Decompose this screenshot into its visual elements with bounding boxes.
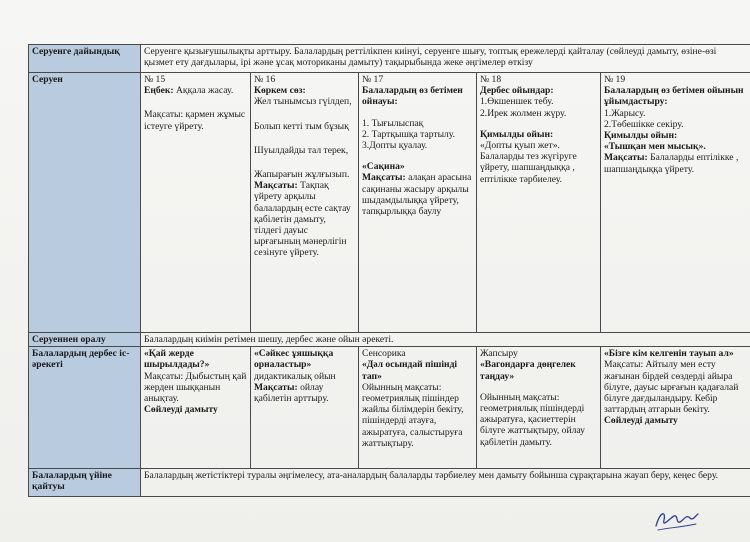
game-title: «Тышқан мен мысық». — [604, 141, 706, 153]
game-item: 1. Тығылыспақ — [362, 117, 424, 129]
activity-goal: Ойынның мақсаты: геометриялық пішіндер жайлы білімдерін бекіту, пішіндерді атауға, ажыратуға, салыстыруға жаттықтыру. — [362, 381, 464, 449]
walk-num: № 17 — [362, 74, 384, 85]
row-home-label: Балалардың үйіне қайтуы — [29, 469, 141, 497]
walk-title: Еңбек: Аққала жасау. — [144, 85, 234, 97]
independent-cell-4 — [477, 347, 601, 469]
row-independent-label: Балалардың дербес іс-әрекеті — [29, 347, 141, 469]
row-return-text: Балалардың киімін ретімен шешу, дербес және ойын әрекеті. — [141, 333, 750, 347]
goal-text: алақан арасына сақинаны жасыру арқылы шыдамдылыққа үйрету, тапқырлыққа баулу — [362, 172, 472, 218]
goal-text: ойлау қабілетін арттыру. — [254, 381, 329, 405]
walk-cell-18 — [477, 73, 601, 333]
game-item: 2.Ирек жолмен жүру. — [480, 107, 567, 119]
row-return — [29, 333, 750, 347]
row-prep — [29, 45, 750, 73]
activity-title: «Вагондарға дөңгелек таңдау» — [480, 359, 576, 382]
handwritten-signature — [652, 504, 700, 534]
walk-num: № 18 — [480, 74, 502, 85]
independent-cell-5 — [601, 347, 750, 469]
independent-cell-1 — [141, 347, 251, 469]
goal-text: Тақпақ үйрету арқылы балалардың есте сақтау қабілетін дамыту, тілдегі дауыс ырғағының мәнерлігін сезінуге үйрету. — [254, 180, 351, 259]
activity-goal: Мақсаты: Дыбыстың қай жерден шыққанын анықтау. — [144, 370, 247, 405]
activity-pre: Сенсорика — [362, 348, 406, 360]
activity-goal: Ойынның мақсаты: геометриялық пішіндерді ажыратуға, қасиеттерін білуге жаттықтыру, ойлау қабілетін дамыту. — [480, 391, 585, 448]
activity-skill: Сөйлеуді дамыту — [144, 404, 218, 416]
walk-title-text: Аққала жасау. — [175, 85, 234, 97]
activity-type: дидактикалық ойын — [254, 370, 336, 382]
daily-plan-table — [28, 44, 750, 497]
walk-cell-16 — [251, 73, 359, 333]
activity-goal — [254, 382, 355, 404]
activity-title: «Сәйкес ұяшыққа орналастыр» — [254, 348, 334, 371]
walk-goal — [362, 172, 473, 217]
row-walk — [29, 73, 750, 333]
walk-num: № 19 — [604, 74, 626, 85]
activity-pre: Жапсыру — [480, 348, 518, 360]
game-item: 1.Өкшеншек тебу. — [480, 96, 554, 108]
row-walk-label: Серуен — [29, 73, 141, 333]
game-item: 1.Жарысу. — [604, 107, 646, 119]
activity-goal: Мақсаты: Айтылу мен есту жағынан бірдей сөздерді айыра білуге, дауыс ырғағын қадағалай білуге дағдыландыру. Кебір заттардың атгарын бекіту. — [604, 359, 739, 416]
activity-title: «Бізге кім келгенін тауып ал» — [604, 348, 734, 360]
row-independent — [29, 347, 750, 469]
poem-line: Болып кетті тым бұзық — [254, 120, 349, 132]
walk-cell-19 — [601, 73, 750, 333]
goal-label: Мақсаты: — [362, 172, 406, 184]
walk-title: Көркем сөз: — [254, 85, 306, 97]
activity-skill: Сөйлеуді дамыту — [604, 415, 678, 427]
game-title: «Допты қуып жет». — [480, 140, 560, 152]
walk-title: Балалардың өз бетімен ойынын ұйымдастыру: — [604, 85, 744, 108]
mobile-game-label: Қимылды ойын: — [480, 128, 554, 140]
walk-cell-15 — [141, 73, 251, 333]
goal-label: Мақсаты: — [254, 381, 298, 393]
independent-cell-2 — [251, 347, 359, 469]
row-prep-label: Серуенге дайындық — [29, 45, 141, 73]
row-home-text: Балалардың жетістіктері туралы әңгімелесу, ата-аналардың балаларды тәрбиелеу мен дамыту бойынша сұрақтарына жауап беру, кеңес беру. — [141, 469, 750, 497]
row-return-label: Серуеннен оралу — [29, 333, 141, 347]
poem-line: Жел тынымсыз гүілдеп, — [254, 96, 352, 108]
walk-goal — [604, 152, 747, 174]
goal-label: Мақсаты: — [254, 180, 298, 192]
walk-num: № 15 — [144, 74, 166, 85]
game-title: «Сақина» — [362, 161, 405, 173]
goal-label: Мақсаты: — [604, 152, 648, 164]
walk-title: Балалардың өз бетімен ойнауы: — [362, 85, 463, 108]
goal-text: Балаларды ептілікке , шапшаңдыққа үйрету. — [604, 152, 739, 175]
row-prep-text: Серуенге қызығушылықты арттыру. Балалардың реттілікпен киінуі, серуенге шығу, топтық ережелерді қайталау (сөйлеуді дамыту, өзіне-өзі қызмет ету дағдылары, ірі және ұсақ моториканы дамыту) тақырыбында жеке әңгімелер өткізу — [141, 45, 750, 73]
activity-title: «Қай жерде шырылдады?» — [144, 348, 210, 371]
walk-cell-17 — [359, 73, 477, 333]
walk-goal — [254, 180, 355, 258]
game-item: 3.Допты қуалау. — [362, 140, 428, 152]
mobile-game-label: Қимылды ойын: — [604, 130, 678, 142]
game-desc: Балаларды тез жүгіруге үйрету, шапшаңдыққа , ептілікке тәрбиелеу. — [480, 151, 577, 185]
walk-goal: Мақсаты: қармен жұмыс істеуге үйрету. — [144, 109, 246, 132]
game-item: 2. Тартқышқа тартылу. — [362, 128, 456, 140]
walk-num: № 16 — [254, 74, 276, 85]
independent-cell-3 — [359, 347, 477, 469]
poem-line: Жапырағын жұлғызып. — [254, 169, 350, 181]
walk-title: Дербес ойындар: — [480, 85, 554, 97]
game-item: 2.Төбешікке секіру. — [604, 118, 684, 130]
poem-line: Шуылдайды тал терек, — [254, 144, 349, 156]
activity-title: «Дәл осындай пішінді тап» — [362, 359, 458, 382]
row-home — [29, 469, 750, 497]
